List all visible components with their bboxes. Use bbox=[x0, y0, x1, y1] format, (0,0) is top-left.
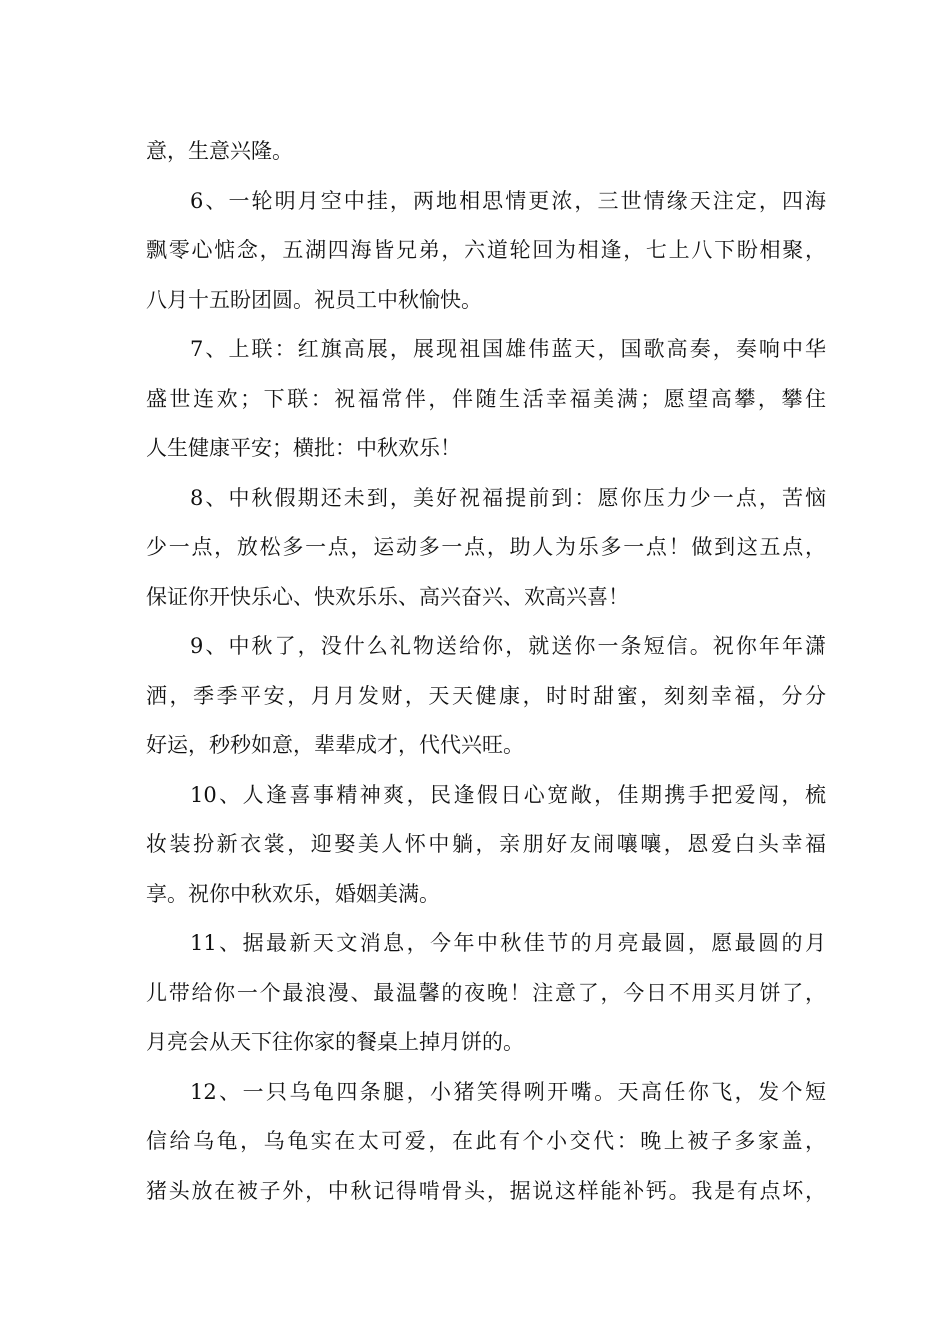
text-line: 11、据最新天文消息，今年中秋佳节的月亮最圆，愿最圆的月 bbox=[190, 931, 826, 955]
text-line: 信给乌龟，乌龟实在太可爱，在此有个小交代：晚上被子多家盖， bbox=[146, 1129, 826, 1153]
text-line: 6、一轮明月空中挂，两地相思情更浓，三世情缘天注定，四海 bbox=[190, 188, 826, 213]
text-line: 意，生意兴隆。 bbox=[146, 139, 293, 163]
text-line: 7、上联：红旗高展，展现祖国雄伟蓝天，国歌高奏，奏响中华 bbox=[190, 337, 826, 361]
text-line: 洒，季季平安，月月发财，天天健康，时时甜蜜，刻刻幸福，分分 bbox=[146, 683, 826, 708]
text-line: 保证你开快乐心、快欢乐乐、高兴奋兴、欢高兴喜！ bbox=[146, 584, 629, 609]
text-line: 飘零心惦念，五湖四海皆兄弟，六道轮回为相逢，七上八下盼相聚， bbox=[146, 238, 826, 262]
text-line: 9、中秋了，没什么礼物送给你，就送你一条短信。祝你年年潇 bbox=[190, 634, 826, 658]
text-line: 八月十五盼团圆。祝员工中秋愉快。 bbox=[146, 287, 482, 312]
text-line: 猪头放在被子外，中秋记得啃骨头，据说这样能补钙。我是有点坏， bbox=[146, 1178, 826, 1203]
text-line: 10、人逢喜事精神爽，民逢假日心宽敞，佳期携手把爱闯，梳 bbox=[190, 782, 826, 807]
text-line: 盛世连欢；下联：祝福常伴，伴随生活幸福美满；愿望高攀，攀住 bbox=[146, 386, 826, 411]
document-body bbox=[146, 131, 826, 1220]
text-line: 8、中秋假期还未到，美好祝福提前到：愿你压力少一点，苦恼 bbox=[190, 485, 826, 510]
text-line: 享。祝你中秋欢乐，婚姻美满。 bbox=[146, 881, 440, 906]
text-line: 少一点，放松多一点，运动多一点，助人为乐多一点！做到这五点， bbox=[146, 535, 826, 559]
text-line: 好运，秒秒如意，辈辈成才，代代兴旺。 bbox=[146, 733, 524, 757]
text-line: 12、一只乌龟四条腿，小猪笑得咧开嘴。天高任你飞，发个短 bbox=[190, 1079, 826, 1104]
text-line: 妆装扮新衣裳，迎娶美人怀中躺，亲朋好友闹嚷嚷，恩爱白头幸福 bbox=[146, 832, 826, 856]
text-line: 人生健康平安；横批：中秋欢乐！ bbox=[146, 436, 461, 460]
text-line: 儿带给你一个最浪漫、最温馨的夜晚！注意了，今日不用买月饼了， bbox=[146, 980, 826, 1005]
text-line: 月亮会从天下往你家的餐桌上掉月饼的。 bbox=[146, 1030, 524, 1054]
